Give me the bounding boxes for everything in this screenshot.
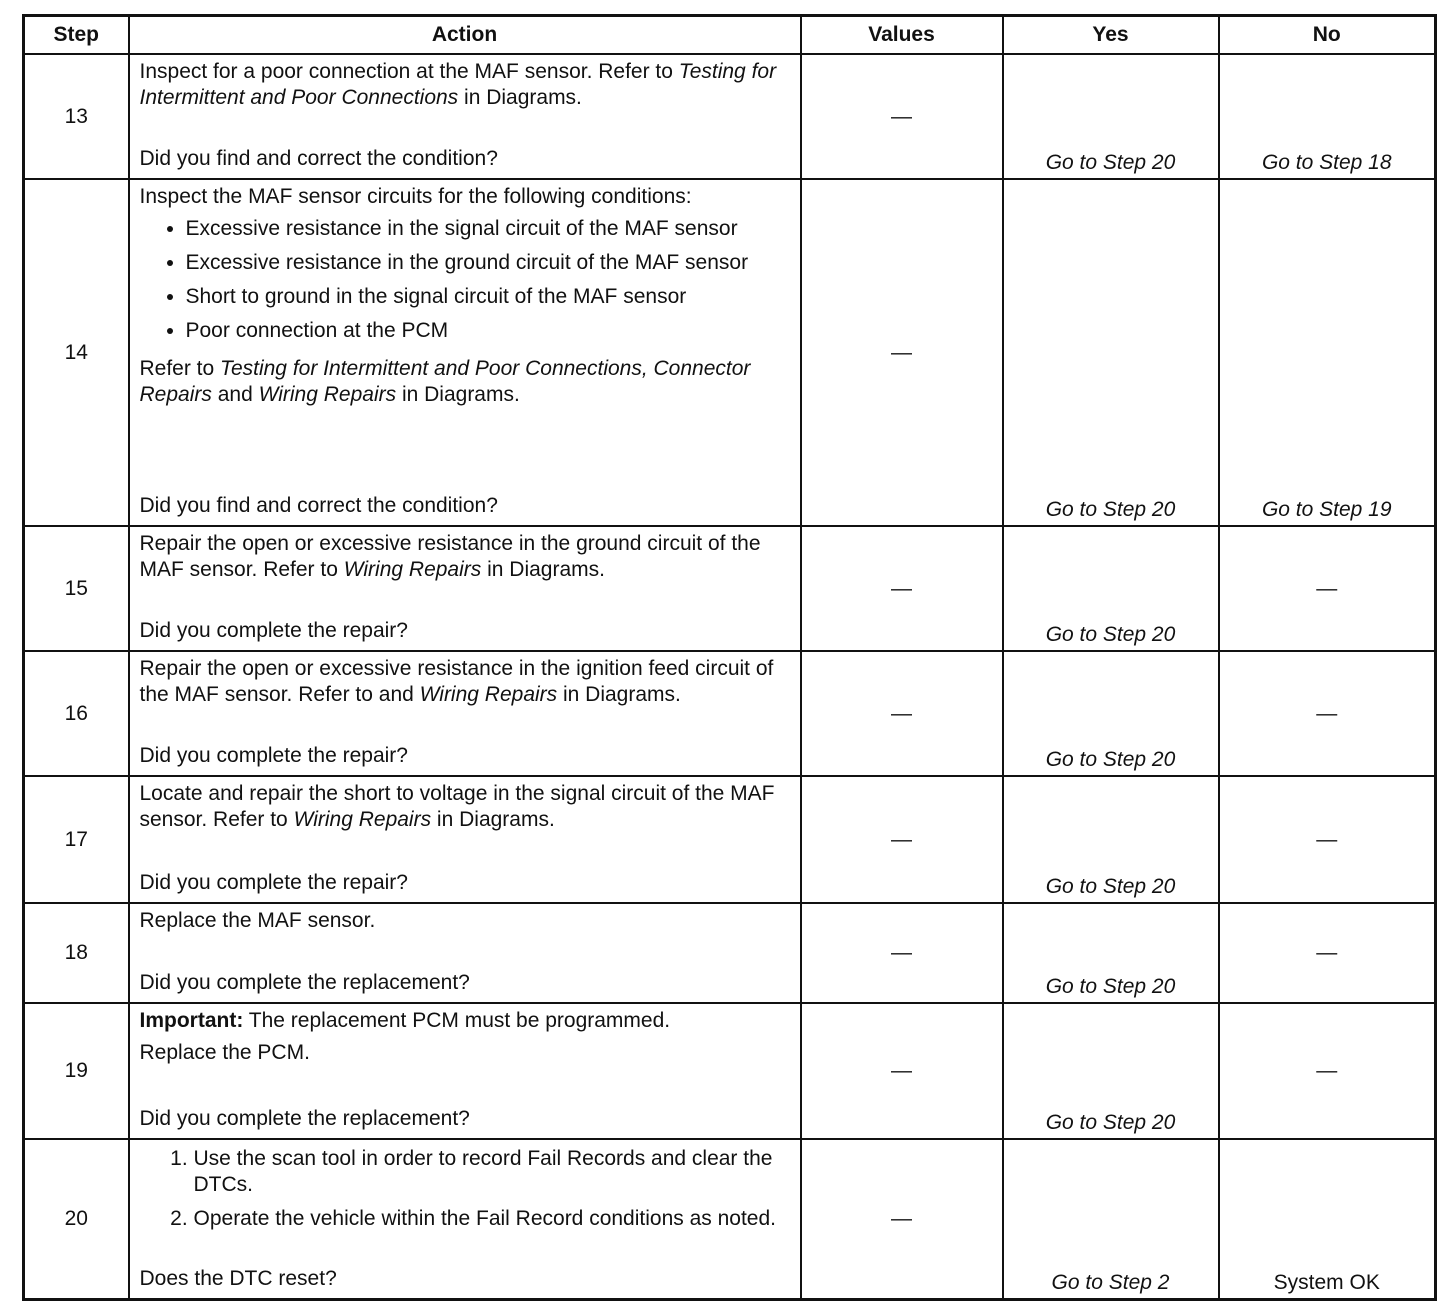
step-number: 20 — [24, 1139, 129, 1299]
step-number: 13 — [24, 54, 129, 179]
header-yes: Yes — [1003, 16, 1219, 55]
step-number: 18 — [24, 903, 129, 1003]
no-cell: — — [1219, 526, 1436, 651]
yes-cell: Go to Step 20 — [1003, 651, 1219, 776]
values-cell: — — [801, 903, 1003, 1003]
no-cell: — — [1219, 776, 1436, 903]
action-question: Did you find and correct the condition? — [139, 494, 498, 517]
action-question: Did you find and correct the condition? — [139, 147, 498, 170]
step-number: 15 — [24, 526, 129, 651]
no-cell: Go to Step 19 — [1219, 179, 1436, 526]
action-question: Does the DTC reset? — [139, 1266, 337, 1290]
no-cell: System OK — [1219, 1139, 1436, 1299]
action-text: Inspect for a poor connection at the MAF sensor. Refer to Testing for Intermittent and Poor Connections in Diagrams. — [139, 60, 777, 109]
action-text: Repair the open or excessive resistance in the ground circuit of the MAF sensor. Refer to Wiring Repairs in Diagrams. — [139, 532, 761, 581]
list-item: 1. Use the scan tool in order to record Fail Records and clear the DTCs. — [194, 1146, 790, 1198]
condition-list — [140, 216, 790, 352]
yes-cell: Go to Step 20 — [1003, 1003, 1219, 1139]
values-cell: — — [801, 651, 1003, 776]
table-row — [24, 179, 1436, 526]
step-number: 14 — [24, 179, 129, 526]
action-question: Did you complete the replacement? — [139, 1107, 470, 1130]
table-row — [24, 1139, 1436, 1299]
list-item: • Poor connection at the PCM — [186, 318, 790, 344]
table-row — [24, 776, 1436, 903]
values-cell: — — [801, 179, 1003, 526]
action-refer: Refer to Testing for Intermittent and Poor Connections, Connector Repairs and Wiring Repairs in Diagrams. — [139, 357, 751, 406]
yes-cell: Go to Step 20 — [1003, 526, 1219, 651]
action-text: Inspect the MAF sensor circuits for the following conditions: — [139, 185, 692, 208]
action-cell — [129, 903, 801, 1003]
header-action: Action — [129, 16, 801, 55]
values-cell: — — [801, 526, 1003, 651]
list-item: • Short to ground in the signal circuit of the MAF sensor — [186, 284, 790, 310]
step-number: 17 — [24, 776, 129, 903]
table-row — [24, 1003, 1436, 1139]
action-cell — [129, 54, 801, 179]
action-text: Repair the open or excessive resistance in the ignition feed circuit of the MAF sensor. Refer to and Wiring Repairs in Diagrams. — [139, 657, 774, 706]
action-question: Did you complete the repair? — [139, 744, 408, 767]
no-cell: Go to Step 18 — [1219, 54, 1436, 179]
values-cell: — — [801, 1139, 1003, 1299]
action-text: Locate and repair the short to voltage in the signal circuit of the MAF sensor. Refer to Wiring Repairs in Diagrams. — [139, 782, 775, 831]
important-label: Important: — [139, 1009, 244, 1032]
table-row — [24, 526, 1436, 651]
action-cell — [129, 651, 801, 776]
header-step: Step — [24, 16, 129, 55]
action-question: Did you complete the repair? — [139, 871, 408, 894]
action-text: Replace the PCM. — [139, 1041, 310, 1064]
list-item: • Excessive resistance in the signal circuit of the MAF sensor — [186, 216, 790, 242]
action-cell — [129, 1139, 801, 1299]
yes-cell: Go to Step 20 — [1003, 179, 1219, 526]
values-cell: — — [801, 1003, 1003, 1139]
action-text: Replace the MAF sensor. — [139, 909, 376, 932]
yes-cell: Go to Step 20 — [1003, 54, 1219, 179]
action-cell — [129, 179, 801, 526]
header-values: Values — [801, 16, 1003, 55]
header-no: No — [1219, 16, 1436, 55]
list-item: • Excessive resistance in the ground circuit of the MAF sensor — [186, 250, 790, 276]
table-row — [24, 903, 1436, 1003]
no-cell: — — [1219, 1003, 1436, 1139]
no-cell: — — [1219, 651, 1436, 776]
table-row — [24, 54, 1436, 179]
action-question: Did you complete the repair? — [139, 619, 408, 642]
no-cell: — — [1219, 903, 1436, 1003]
action-cell — [129, 526, 801, 651]
action-cell — [129, 776, 801, 903]
action-cell — [129, 1003, 801, 1139]
yes-cell: Go to Step 20 — [1003, 776, 1219, 903]
yes-cell: Go to Step 2 — [1003, 1139, 1219, 1299]
values-cell: — — [801, 776, 1003, 903]
list-item: 2. Operate the vehicle within the Fail Record conditions as noted. — [194, 1206, 790, 1232]
header-row — [24, 16, 1436, 55]
action-question: Did you complete the replacement? — [139, 971, 470, 994]
important-note: Important: The replacement PCM must be programmed. — [139, 1009, 671, 1032]
procedure-list — [140, 1146, 790, 1240]
step-number: 19 — [24, 1003, 129, 1139]
diagnostic-table — [22, 14, 1437, 1301]
table-row — [24, 651, 1436, 776]
yes-cell: Go to Step 20 — [1003, 903, 1219, 1003]
values-cell: — — [801, 54, 1003, 179]
step-number: 16 — [24, 651, 129, 776]
